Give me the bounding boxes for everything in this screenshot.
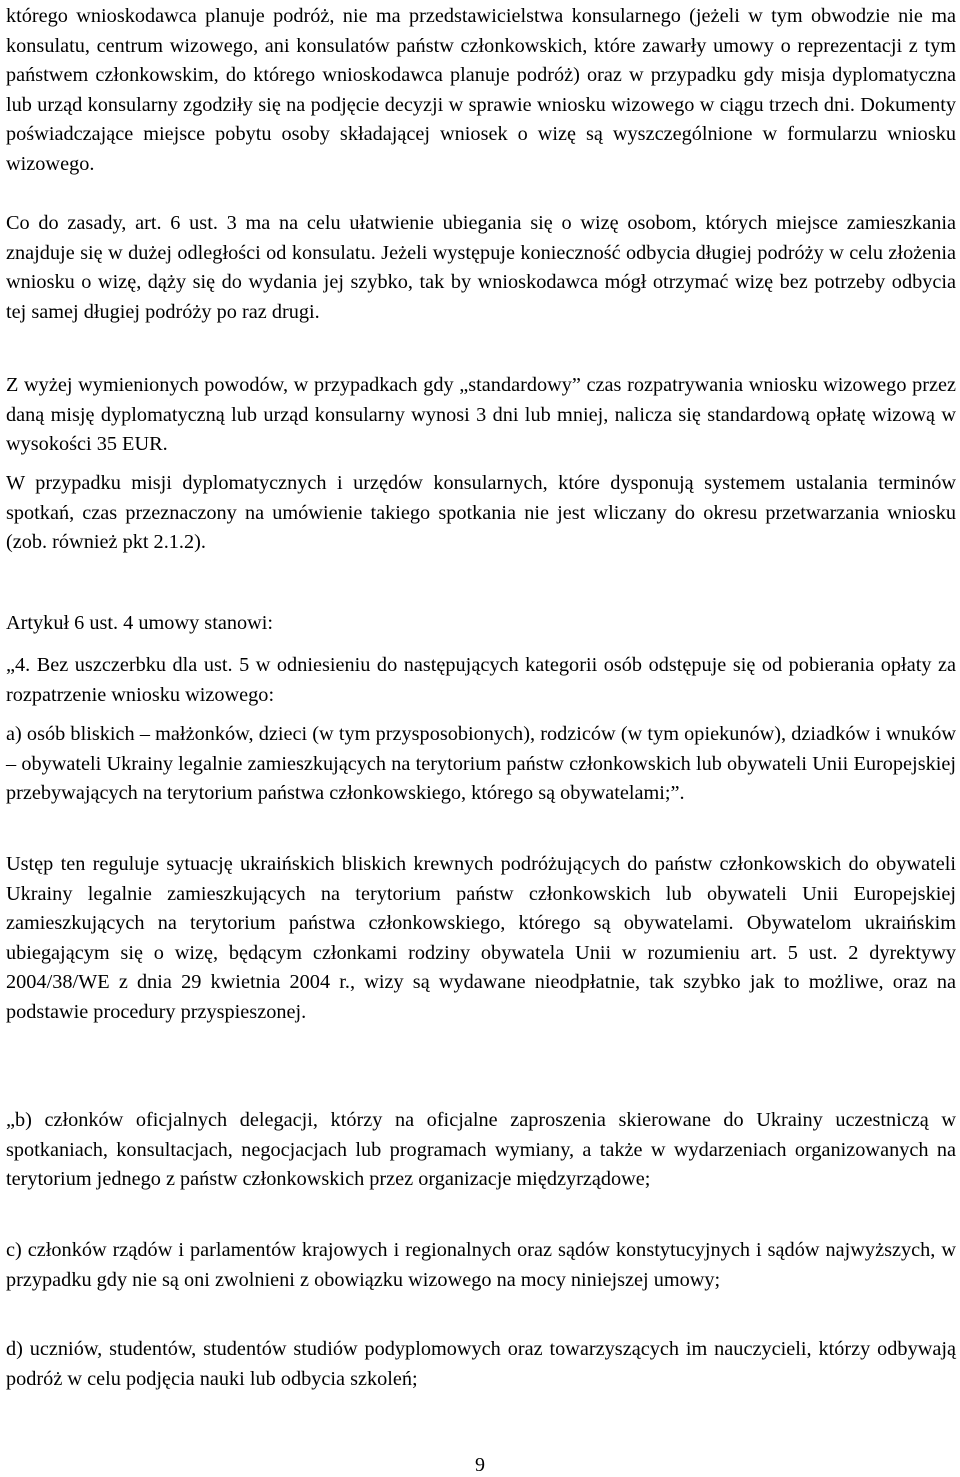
page-number: 9 — [475, 1454, 485, 1476]
paragraph-appointment-systems: W przypadku misji dyplomatycznych i urzędów konsularnych, które dysponują systemem ustalania terminów spotkań, czas przeznaczony na umówienie takiego spotkania nie jest wliczany do okresu przetwarzania wniosku (zob. również pkt 2.1.2). — [6, 472, 956, 554]
paragraph-article-6-4-intro: „4. Bez uszczerbku dla ust. 5 w odniesieniu do następujących kategorii osób odstępuje się od pobierania opłaty za rozpatrzenie wniosku wizowego: — [6, 654, 956, 706]
list-item-b-official-delegations: „b) członków oficjalnych delegacji, którzy na oficjalne zaproszenia skierowane do Ukrainy uczestniczą w spotkaniach, konsultacjach, negocjacjach lub programach wymiany, a także w wydarzeniach organizowanych na terytorium jednego z państw członkowskich przez organizacje międzyrządowe; — [6, 1109, 956, 1191]
paragraph-consular-representation: którego wnioskodawca planuje podróż, nie ma przedstawicielstwa konsularnego (jeżeli w tym obwodzie nie ma konsulatu, centrum wizowego, ani konsulatów państw członkowskich, które zawarły umowy o reprezentacji z tym państwem członkowskim, do którego wnioskodawca planuje podróż) oraz w przypadku gdy misja dyplomatyczna lub urząd konsularny zgodziły się na podjęcie decyzji w sprawie wniosku wizowego w ciągu trzech dni. Dokumenty poświadczające miejsce pobytu osoby składającej wniosek o wizę są wyszczególnione w formularzu wniosku wizowego. — [6, 5, 956, 175]
list-item-a-close-relatives: a) osób bliskich – małżonków, dzieci (w tym przysposobionych), rodziców (w tym opiekunów), dziadków i wnuków – obywateli Ukrainy legalnie zamieszkujących na terytorium państw członkowskich lub obywateli Unii Europejskiej przebywających na terytorium państwa członkowskiego, którego są obywatelami;”. — [6, 723, 956, 805]
paragraph-standard-fee: Z wyżej wymienionych powodów, w przypadkach gdy „standardowy” czas rozpatrywania wniosku wizowego przez daną misję dyplomatyczną lub urząd konsularny wynosi 3 dni lub mniej, nalicza się standardową opłatę wizową w wysokości 35 EUR. — [6, 374, 956, 456]
paragraph-close-relatives-explanation: Ustęp ten reguluje sytuację ukraińskich bliskich krewnych podróżujących do państw członkowskich do obywateli Ukrainy legalnie zamieszkujących na terytorium państw członkowskich lub obywateli Unii Europejskiej zamieszkujących na terytorium państwa członkowskiego, którego są obywatelami. Obywatelom ukraińskim ubiegającym się o wizę, będącym członkami rodziny obywatela Unii w rozumieniu art. 5 ust. 2 dyrektywy 2004/38/WE z dnia 29 kwietnia 2004 r., wizy są wydawane nieodpłatnie, tak szybko jak to możliwe, oraz na podstawie procedury przyspieszonej. — [6, 853, 956, 1023]
paragraph-article-6-3-purpose: Co do zasady, art. 6 ust. 3 ma na celu ułatwienie ubiegania się o wizę osobom, których miejsce zamieszkania znajduje się w dużej odległości od konsulatu. Jeżeli występuje konieczność odbycia długiej podróży w celu złożenia wniosku o wizę, dąży się do wydania jej szybko, tak by wnioskodawca mógł otrzymać wizę bez potrzeby odbycia tej samej długiej podróży po raz drugi. — [6, 212, 956, 323]
list-item-c-government-members: c) członków rządów i parlamentów krajowych i regionalnych oraz sądów konstytucyjnych i sądów najwyższych, w przypadku gdy nie są oni zwolnieni z obowiązku wizowego na mocy niniejszej umowy; — [6, 1239, 956, 1291]
paragraph-article-6-4-heading: Artykuł 6 ust. 4 umowy stanowi: — [6, 612, 274, 634]
list-item-d-students: d) uczniów, studentów, studentów studiów podyplomowych oraz towarzyszących im nauczycieli, którzy odbywają podróż w celu podjęcia nauki lub odbycia szkoleń; — [6, 1338, 956, 1390]
